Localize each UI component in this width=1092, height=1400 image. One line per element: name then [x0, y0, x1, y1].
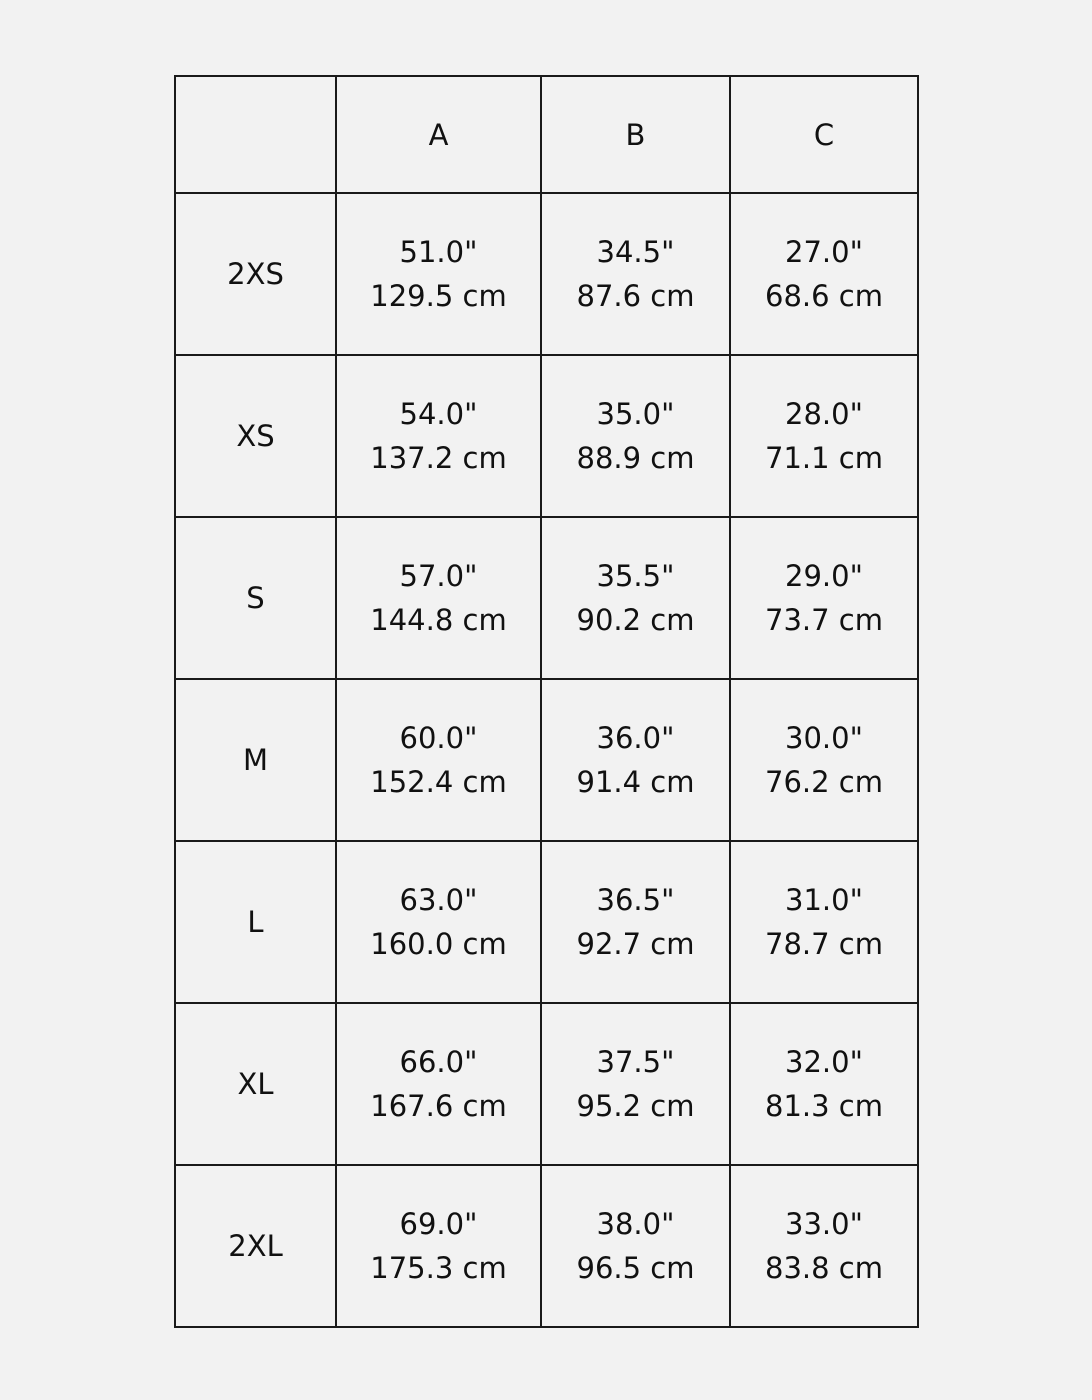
inches-value: 66.0": [399, 1045, 478, 1079]
inches-value: 34.5": [596, 235, 675, 269]
table-row: [175, 1003, 918, 1165]
centimeters-value: 73.7 cm: [765, 603, 883, 637]
size-label-cell: M: [175, 679, 336, 841]
centimeters-value: 160.0 cm: [370, 927, 507, 961]
centimeters-value: 137.2 cm: [370, 441, 507, 475]
centimeters-value: 175.3 cm: [370, 1251, 507, 1285]
inches-value: 29.0": [785, 559, 863, 593]
centimeters-value: 71.1 cm: [765, 441, 883, 475]
inches-value: 33.0": [785, 1207, 863, 1241]
inches-value: 32.0": [785, 1045, 863, 1079]
centimeters-value: 129.5 cm: [370, 279, 507, 313]
measure-a-cell: [336, 517, 541, 679]
header-a-cell: A: [336, 76, 541, 193]
measure-c-cell: [730, 1003, 918, 1165]
table-row: [175, 355, 918, 517]
measure-b-cell: [541, 355, 730, 517]
table-row: [175, 679, 918, 841]
header-row: [175, 76, 918, 193]
table-row: [175, 517, 918, 679]
inches-value: 36.0": [596, 721, 675, 755]
centimeters-value: 92.7 cm: [576, 927, 695, 961]
centimeters-value: 76.2 cm: [765, 765, 883, 799]
measure-c-cell: [730, 517, 918, 679]
size-label-cell: 2XL: [175, 1165, 336, 1327]
measure-b-cell: [541, 1165, 730, 1327]
inches-value: 37.5": [596, 1045, 675, 1079]
centimeters-value: 88.9 cm: [576, 441, 695, 475]
inches-value: 38.0": [596, 1207, 675, 1241]
centimeters-value: 96.5 cm: [576, 1251, 695, 1285]
measure-a-cell: [336, 841, 541, 1003]
inches-value: 31.0": [785, 883, 863, 917]
inches-value: 57.0": [399, 559, 478, 593]
inches-value: 30.0": [785, 721, 863, 755]
measure-a-cell: [336, 1003, 541, 1165]
centimeters-value: 144.8 cm: [370, 603, 507, 637]
inches-value: 63.0": [399, 883, 478, 917]
size-label-cell: XL: [175, 1003, 336, 1165]
header-c-cell: C: [730, 76, 918, 193]
header-b-cell: B: [541, 76, 730, 193]
centimeters-value: 95.2 cm: [576, 1089, 695, 1123]
centimeters-value: 90.2 cm: [576, 603, 695, 637]
centimeters-value: 91.4 cm: [576, 765, 695, 799]
measure-a-cell: [336, 193, 541, 355]
measure-c-cell: [730, 1165, 918, 1327]
inches-value: 28.0": [785, 397, 863, 431]
inches-value: 27.0": [785, 235, 863, 269]
table-row: [175, 841, 918, 1003]
measure-c-cell: [730, 355, 918, 517]
measure-c-cell: [730, 193, 918, 355]
size-chart-table: [174, 75, 919, 1328]
measure-c-cell: [730, 841, 918, 1003]
inches-value: 51.0": [399, 235, 478, 269]
size-label-cell: XS: [175, 355, 336, 517]
inches-value: 69.0": [399, 1207, 478, 1241]
centimeters-value: 81.3 cm: [765, 1089, 883, 1123]
measure-b-cell: [541, 517, 730, 679]
size-label-cell: 2XS: [175, 193, 336, 355]
measure-b-cell: [541, 193, 730, 355]
size-label-cell: L: [175, 841, 336, 1003]
measure-c-cell: [730, 679, 918, 841]
measure-b-cell: [541, 679, 730, 841]
measure-a-cell: [336, 355, 541, 517]
inches-value: 36.5": [596, 883, 675, 917]
centimeters-value: 83.8 cm: [765, 1251, 883, 1285]
size-label-cell: S: [175, 517, 336, 679]
measure-a-cell: [336, 1165, 541, 1327]
centimeters-value: 167.6 cm: [370, 1089, 507, 1123]
centimeters-value: 152.4 cm: [370, 765, 507, 799]
inches-value: 35.0": [596, 397, 675, 431]
centimeters-value: 68.6 cm: [765, 279, 883, 313]
centimeters-value: 87.6 cm: [576, 279, 695, 313]
measure-b-cell: [541, 841, 730, 1003]
centimeters-value: 78.7 cm: [765, 927, 883, 961]
inches-value: 60.0": [399, 721, 478, 755]
inches-value: 35.5": [596, 559, 675, 593]
table-row: [175, 1165, 918, 1327]
header-size-cell: [175, 76, 336, 193]
table-row: [175, 193, 918, 355]
measure-a-cell: [336, 679, 541, 841]
inches-value: 54.0": [399, 397, 478, 431]
measure-b-cell: [541, 1003, 730, 1165]
